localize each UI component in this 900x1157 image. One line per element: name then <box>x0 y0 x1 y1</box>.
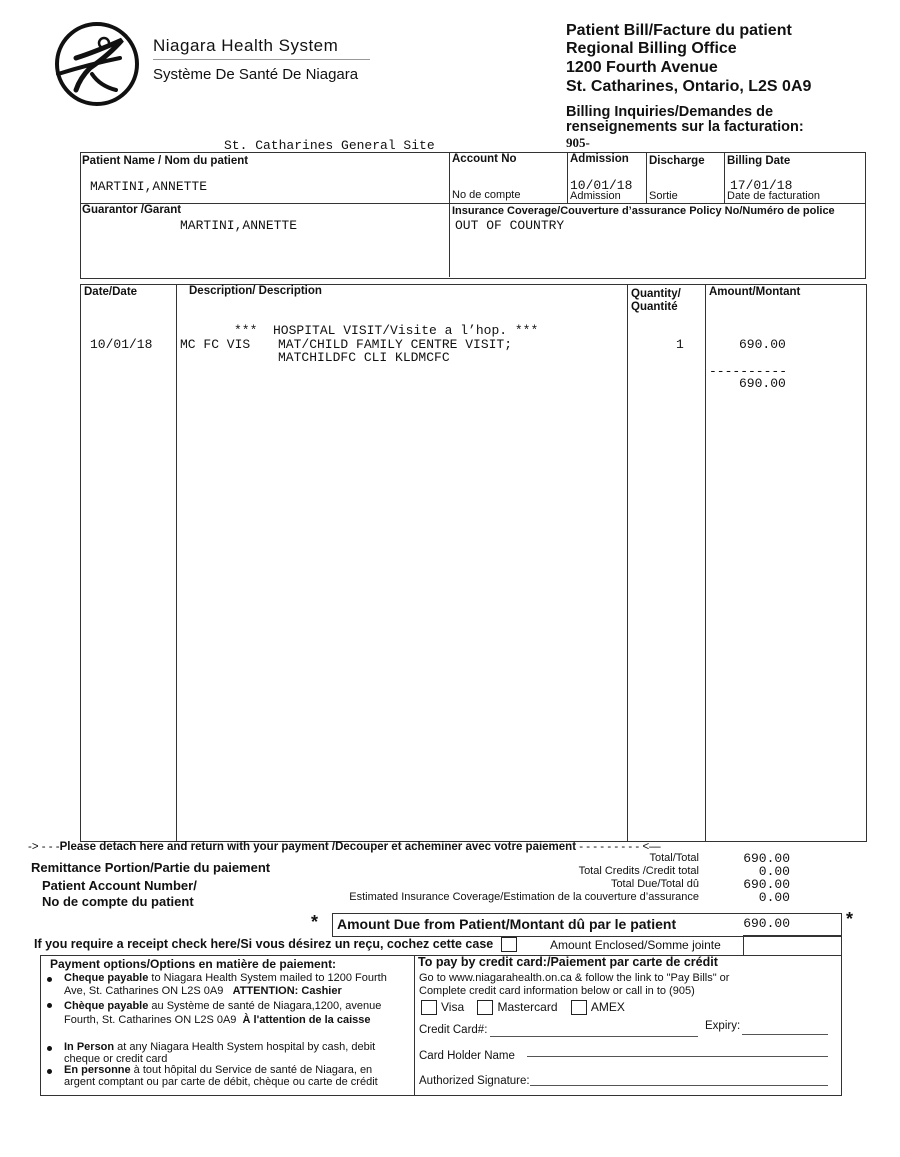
credit-card-instructions-1: Go to www.niagarahealth.on.ca & follow the link to "Pay Bills" or <box>419 972 730 984</box>
item-description-2: MATCHILDFC CLI KLDMCFC <box>278 350 450 365</box>
items-col-3 <box>705 284 706 841</box>
mastercard-checkbox[interactable] <box>477 1000 493 1015</box>
credit-card-title: To pay by credit card:/Paiement par carte de crédit <box>418 955 718 969</box>
visa-label: Visa <box>441 1000 465 1014</box>
col-amount-header: Amount/Montant <box>709 286 801 298</box>
site-name: St. Catharines General Site <box>224 138 435 153</box>
patient-box-col-1 <box>449 152 450 277</box>
card-type-options <box>421 1000 625 1015</box>
col-date-header: Date/Date <box>84 286 138 298</box>
niagara-health-logo-icon <box>50 18 145 108</box>
inquiries-line-1: Billing Inquiries/Demandes de <box>566 104 774 120</box>
total-label: Total/Total <box>649 852 699 864</box>
billing-office: Regional Billing Office <box>566 40 737 57</box>
card-holder-field[interactable] <box>527 1056 828 1057</box>
receipt-request <box>34 937 521 952</box>
account-number-label: Patient Account Number/ <box>42 878 197 893</box>
office-city: St. Catharines, Ontario, L2S 0A9 <box>566 78 812 95</box>
total-credits-label: Total Credits /Credit total <box>578 865 699 877</box>
credit-card-instructions-2: Complete credit card information below or call in to (905) <box>419 985 695 997</box>
amount-enclosed-label: Amount Enclosed/Somme jointe <box>550 938 721 952</box>
expiry-label: Expiry: <box>705 1020 741 1032</box>
amount-due-star-left: * <box>311 912 319 932</box>
signature-label: Authorized Signature: <box>419 1075 530 1087</box>
subtotal-value: 690.00 <box>739 376 786 391</box>
bullet-icon <box>47 1046 52 1051</box>
amex-checkbox[interactable] <box>571 1000 587 1015</box>
patient-box-col-4 <box>724 152 725 203</box>
insurance-estimate-label: Estimated Insurance Coverage/Estimation de la couverture d’assurance <box>349 891 699 903</box>
billing-date-label-fr: Date de facturation <box>727 190 820 202</box>
receipt-checkbox[interactable] <box>501 937 517 952</box>
billing-date-label: Billing Date <box>727 155 791 167</box>
items-col-2 <box>627 284 628 841</box>
item-description-1: MAT/CHILD FAMILY CENTRE VISIT; <box>278 337 513 352</box>
payment-box-divider <box>414 955 415 1095</box>
expiry-field[interactable] <box>742 1034 828 1035</box>
item-quantity: 1 <box>676 337 684 352</box>
bullet-icon <box>47 1003 52 1008</box>
item-heading: *** HOSPITAL VISIT/Visite a l’hop. *** <box>234 323 539 338</box>
subtotal-dashes: ---------- <box>709 364 788 379</box>
logo <box>50 18 380 108</box>
col-quantity-header-fr: Quantité <box>631 301 678 313</box>
bullet-icon <box>47 1069 52 1074</box>
detach-line <box>28 841 661 853</box>
patient-box-col-2 <box>567 152 568 203</box>
admission-label-fr: Admission <box>570 190 621 202</box>
admission-date: 10/01/18 <box>570 178 633 193</box>
mastercard-label: Mastercard <box>497 1000 558 1014</box>
account-number-label-fr: No de compte du patient <box>42 894 194 909</box>
bullet-icon <box>47 977 52 982</box>
cheque-fr: Chèque payable au Système de santé de Niagara,1200, avenue Fourth, St. Catharines ON L2S 0A9 À l'attention de la caisse <box>64 1000 382 1026</box>
inquiries-line-2: renseignements sur la facturation: <box>566 119 804 135</box>
in-person-fr: En personne à tout hôpital du Service de santé de Niagara, en argent comptant ou par carte de débit, chèque ou carte de crédit <box>64 1064 378 1088</box>
admission-label: Admission <box>570 153 629 165</box>
detach-instructions: Please detach here and return with your payment /Decouper et acheminer avec votre paiement <box>59 841 577 853</box>
visa-checkbox[interactable] <box>421 1000 437 1015</box>
total-credits-value: 0.00 <box>758 864 790 879</box>
in-person-en: In Person at any Niagara Health System hospital by cash, debit cheque or credit card <box>64 1041 376 1065</box>
insurance-value: OUT OF COUNTRY <box>455 218 565 233</box>
amount-due-value: 690.00 <box>743 916 790 931</box>
inquiries-phone: 905- <box>566 135 590 150</box>
bill-title: Patient Bill/Facture du patient <box>566 22 792 39</box>
logo-name-en: Niagara Health System <box>153 36 339 55</box>
item-amount: 690.00 <box>739 337 786 352</box>
amount-due-star-right: * <box>846 909 854 929</box>
patient-box-divider <box>80 203 865 204</box>
detach-arrow-right: - - - - - - - - - <— <box>579 841 661 853</box>
detach-arrow-left: -> - - - <box>28 841 60 853</box>
patient-name-value: MARTINI,ANNETTE <box>90 179 208 194</box>
insurance-label: Insurance Coverage/Couverture d’assurance Policy No/Numéro de police <box>452 205 835 217</box>
card-holder-label: Card Holder Name <box>419 1050 515 1062</box>
receipt-request-label: If you require a receipt check here/Si vous désirez un reçu, cochez cette case <box>34 937 494 951</box>
items-col-1 <box>176 284 177 841</box>
billing-date-value: 17/01/18 <box>730 178 793 193</box>
col-quantity-header: Quantity/ <box>631 288 681 300</box>
item-date: 10/01/18 <box>90 337 153 352</box>
account-no-label-fr: No de compte <box>452 189 521 201</box>
amex-label: AMEX <box>590 1000 625 1014</box>
credit-card-number-label: Credit Card#: <box>419 1024 488 1036</box>
item-code: MC FC VIS <box>180 337 251 352</box>
remittance-title: Remittance Portion/Partie du paiement <box>31 860 271 875</box>
guarantor-label: Guarantor /Garant <box>82 204 182 216</box>
total-value: 690.00 <box>743 851 790 866</box>
logo-name-fr: Système De Santé De Niagara <box>153 66 359 83</box>
guarantor-name: MARTINI,ANNETTE <box>180 218 298 233</box>
patient-name-label: Patient Name / Nom du patient <box>82 155 249 167</box>
cheque-en: Cheque payable to Niagara Health System mailed to 1200 Fourth Ave, St. Catharines ON L2S 0A9 ATTENTION: Cashier <box>64 972 387 997</box>
total-due-label: Total Due/Total dû <box>610 878 699 890</box>
signature-field[interactable] <box>530 1085 828 1086</box>
discharge-label: Discharge <box>649 155 705 167</box>
logo-divider <box>153 59 370 60</box>
total-due-value: 690.00 <box>743 877 790 892</box>
payment-options-title: Payment options/Options en matière de paiement: <box>50 957 337 971</box>
amount-due-label: Amount Due from Patient/Montant dû par le patient <box>337 916 677 932</box>
amount-enclosed-field[interactable] <box>743 935 842 956</box>
account-no-label: Account No <box>452 153 517 165</box>
insurance-estimate-value: 0.00 <box>758 890 790 905</box>
office-street: 1200 Fourth Avenue <box>566 59 718 76</box>
col-description-header: Description/ Description <box>189 285 322 297</box>
discharge-label-fr: Sortie <box>649 190 678 202</box>
credit-card-number-field[interactable] <box>490 1036 698 1037</box>
patient-box-col-3 <box>646 152 647 203</box>
